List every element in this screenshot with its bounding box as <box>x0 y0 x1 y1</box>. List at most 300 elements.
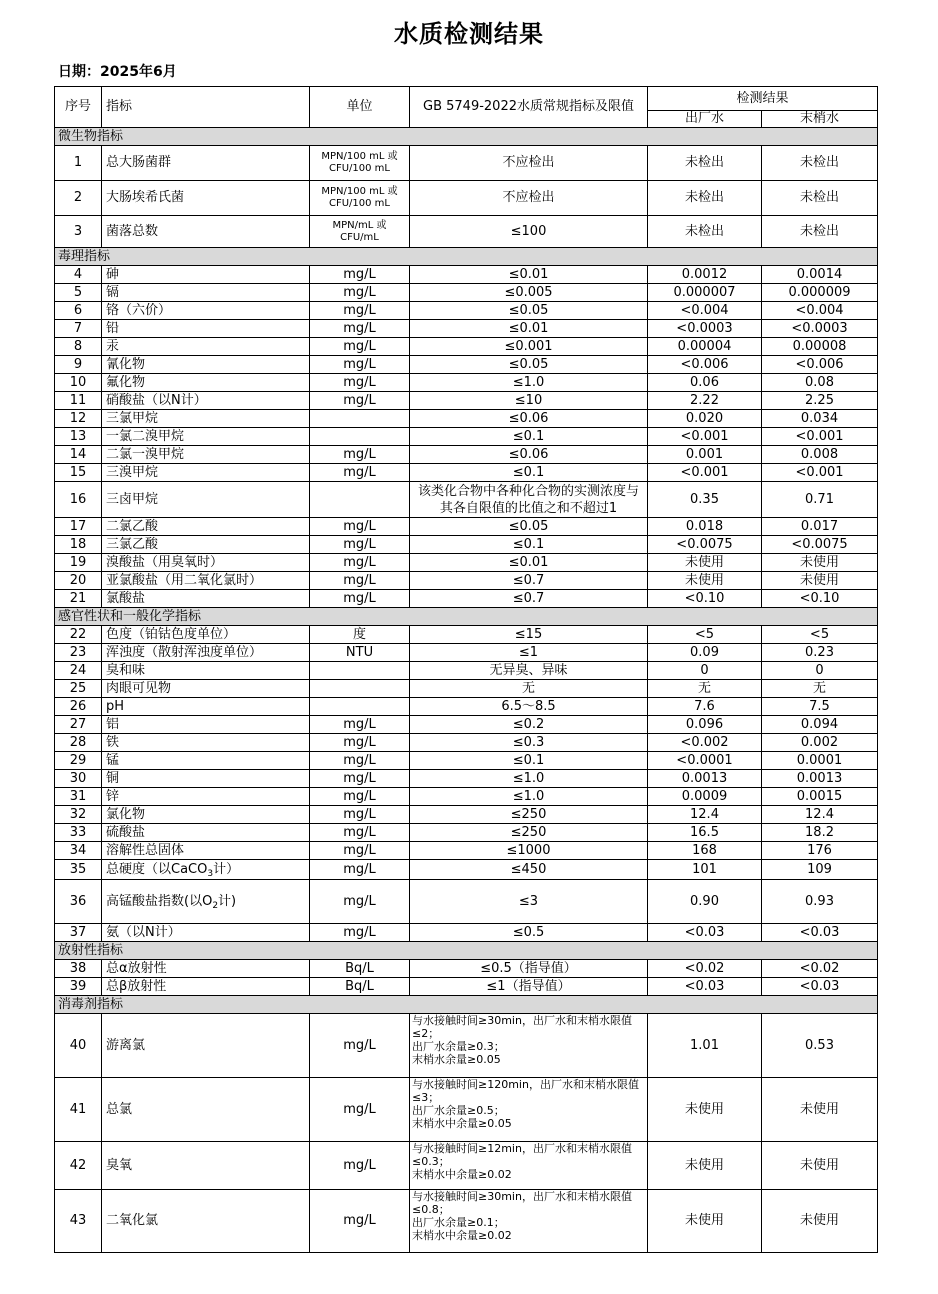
outlet-result: 0.000007 <box>648 284 762 302</box>
table-row <box>55 680 878 698</box>
limit-value: ≤0.05 <box>410 356 648 374</box>
table-row <box>55 216 878 248</box>
outlet-result: 未检出 <box>648 216 762 248</box>
limit-line: 末梢水中余量≥0.05 <box>412 1117 512 1130</box>
unit: mg/L <box>310 572 410 590</box>
table-row <box>55 482 878 518</box>
row-number: 21 <box>55 590 102 608</box>
limit-value <box>410 1190 648 1253</box>
indicator-name: 大肠埃希氏菌 <box>102 181 310 216</box>
row-number: 9 <box>55 356 102 374</box>
outlet-result: 0.06 <box>648 374 762 392</box>
table-row <box>55 626 878 644</box>
indicator-name: 硫酸盐 <box>102 824 310 842</box>
tap-result: 176 <box>762 842 878 860</box>
unit: mg/L <box>310 266 410 284</box>
unit: mg/L <box>310 806 410 824</box>
limit-value: ≤0.01 <box>410 266 648 284</box>
indicator-name: 汞 <box>102 338 310 356</box>
outlet-result: 未使用 <box>648 1190 762 1253</box>
limit-value: ≤1 <box>410 644 648 662</box>
indicator-name: 三氯甲烷 <box>102 410 310 428</box>
limit-line: 出厂水余量≥0.5； <box>412 1104 505 1117</box>
row-number: 19 <box>55 554 102 572</box>
outlet-result: <0.0001 <box>648 752 762 770</box>
indicator-name: 肉眼可见物 <box>102 680 310 698</box>
unit: MPN/100 mL 或 CFU/100 mL <box>310 146 410 181</box>
limit-value: ≤0.2 <box>410 716 648 734</box>
tap-result: 未使用 <box>762 1142 878 1190</box>
row-number: 27 <box>55 716 102 734</box>
limit-value: ≤0.7 <box>410 572 648 590</box>
unit: mg/L <box>310 302 410 320</box>
row-number: 16 <box>55 482 102 518</box>
tap-result: 2.25 <box>762 392 878 410</box>
limit-value: 6.5～8.5 <box>410 698 648 716</box>
tap-result: 未检出 <box>762 181 878 216</box>
row-number: 11 <box>55 392 102 410</box>
tap-result: 0.0001 <box>762 752 878 770</box>
row-number: 30 <box>55 770 102 788</box>
tap-result: 0.002 <box>762 734 878 752</box>
outlet-result: <0.0075 <box>648 536 762 554</box>
header-no: 序号 <box>55 87 102 128</box>
limit-line: 与水接触时间≥12min，出厂水和末梢水限值≤0.3； <box>412 1142 632 1168</box>
row-number: 32 <box>55 806 102 824</box>
row-number: 1 <box>55 146 102 181</box>
row-number: 25 <box>55 680 102 698</box>
unit <box>310 680 410 698</box>
table-row <box>55 924 878 942</box>
unit: mg/L <box>310 752 410 770</box>
indicator-name: 总氯 <box>102 1078 310 1142</box>
tap-result: 0.0013 <box>762 770 878 788</box>
table-row <box>55 374 878 392</box>
report-date: 日期：2025年6月 <box>58 64 177 80</box>
indicator-name: 色度（铂钴色度单位） <box>102 626 310 644</box>
header-indicator: 指标 <box>102 87 310 128</box>
row-number: 41 <box>55 1078 102 1142</box>
indicator-name: 总α放射性 <box>102 960 310 978</box>
table-row <box>55 266 878 284</box>
table-row <box>55 824 878 842</box>
table-row <box>55 842 878 860</box>
row-number: 33 <box>55 824 102 842</box>
limit-line: 出厂水余量≥0.3； <box>412 1040 505 1053</box>
outlet-result: 0.35 <box>648 482 762 518</box>
indicator-name: 菌落总数 <box>102 216 310 248</box>
row-number: 39 <box>55 978 102 996</box>
indicator-name: 二氧化氯 <box>102 1190 310 1253</box>
table-row <box>55 518 878 536</box>
outlet-result: 0.0009 <box>648 788 762 806</box>
indicator-name: 二氯乙酸 <box>102 518 310 536</box>
tap-result: 0.23 <box>762 644 878 662</box>
row-number: 4 <box>55 266 102 284</box>
tap-result: <0.0003 <box>762 320 878 338</box>
header-tap: 末梢水 <box>762 111 878 128</box>
row-number: 28 <box>55 734 102 752</box>
row-number: 6 <box>55 302 102 320</box>
tap-result: 0.71 <box>762 482 878 518</box>
limit-value: ≤100 <box>410 216 648 248</box>
indicator-name-subscript: 3 <box>207 868 214 879</box>
row-number: 10 <box>55 374 102 392</box>
indicator-name: 臭氧 <box>102 1142 310 1190</box>
indicator-name: 一氯二溴甲烷 <box>102 428 310 446</box>
outlet-result: <0.03 <box>648 978 762 996</box>
unit: mg/L <box>310 880 410 924</box>
row-number: 8 <box>55 338 102 356</box>
table-row <box>55 284 878 302</box>
outlet-result: <0.002 <box>648 734 762 752</box>
limit-line: 与水接触时间≥120min，出厂水和末梢水限值≤3； <box>412 1078 639 1104</box>
limit-line: 末梢水中余量≥0.02 <box>412 1168 512 1181</box>
limit-value <box>410 1078 648 1142</box>
indicator-name: 亚氯酸盐（用二氧化氯时） <box>102 572 310 590</box>
tap-result: 未检出 <box>762 216 878 248</box>
limit-value: ≤0.005 <box>410 284 648 302</box>
row-number: 14 <box>55 446 102 464</box>
outlet-result: 0.00004 <box>648 338 762 356</box>
row-number: 2 <box>55 181 102 216</box>
limit-value <box>410 1142 648 1190</box>
limit-value: ≤1.0 <box>410 770 648 788</box>
table-row <box>55 1014 878 1078</box>
limit-value: ≤250 <box>410 824 648 842</box>
limit-value: ≤0.01 <box>410 320 648 338</box>
tap-result: 0.094 <box>762 716 878 734</box>
tap-result: <0.0075 <box>762 536 878 554</box>
row-number: 36 <box>55 880 102 924</box>
row-number: 23 <box>55 644 102 662</box>
tap-result: 0.000009 <box>762 284 878 302</box>
indicator-name-subscript: 2 <box>212 900 219 911</box>
indicator-name: 铅 <box>102 320 310 338</box>
limit-value: 该类化合物中各种化合物的实测浓度与其各自限值的比值之和不超过1 <box>410 482 648 518</box>
outlet-result: 168 <box>648 842 762 860</box>
limit-value: ≤0.1 <box>410 752 648 770</box>
indicator-name: 臭和味 <box>102 662 310 680</box>
tap-result: 18.2 <box>762 824 878 842</box>
table-row <box>55 770 878 788</box>
limit-value: ≤0.05 <box>410 302 648 320</box>
indicator-name: 铜 <box>102 770 310 788</box>
limit-value: ≤0.1 <box>410 428 648 446</box>
limit-line: 与水接触时间≥30min，出厂水和末梢水限值≤0.8； <box>412 1190 632 1216</box>
indicator-name: 总大肠菌群 <box>102 146 310 181</box>
row-number: 26 <box>55 698 102 716</box>
tap-result: 0.00008 <box>762 338 878 356</box>
tap-result: <0.001 <box>762 464 878 482</box>
tap-result: 未检出 <box>762 146 878 181</box>
outlet-result: 未使用 <box>648 572 762 590</box>
tap-result: <0.03 <box>762 978 878 996</box>
indicator-name: 镉 <box>102 284 310 302</box>
tap-result: <0.006 <box>762 356 878 374</box>
unit: mg/L <box>310 356 410 374</box>
row-number: 31 <box>55 788 102 806</box>
unit: mg/L <box>310 320 410 338</box>
unit: mg/L <box>310 1190 410 1253</box>
limit-value: ≤1.0 <box>410 374 648 392</box>
limit-value <box>410 1014 648 1078</box>
table-row <box>55 302 878 320</box>
indicator-name: 锰 <box>102 752 310 770</box>
row-number: 7 <box>55 320 102 338</box>
table-row <box>55 960 878 978</box>
indicator-name-part: 计) <box>218 893 237 909</box>
row-number: 22 <box>55 626 102 644</box>
outlet-result: 0.09 <box>648 644 762 662</box>
limit-value: ≤0.1 <box>410 536 648 554</box>
unit: mg/L <box>310 374 410 392</box>
limit-value: ≤0.001 <box>410 338 648 356</box>
tap-result: 0.0015 <box>762 788 878 806</box>
outlet-result: <0.001 <box>648 428 762 446</box>
indicator-name: 二氯一溴甲烷 <box>102 446 310 464</box>
tap-result: 0.034 <box>762 410 878 428</box>
limit-value: ≤0.5（指导值） <box>410 960 648 978</box>
unit: MPN/100 mL 或 CFU/100 mL <box>310 181 410 216</box>
unit: mg/L <box>310 860 410 880</box>
section-title: 消毒剂指标 <box>55 996 878 1014</box>
table-row <box>55 146 878 181</box>
outlet-result: 0.0013 <box>648 770 762 788</box>
limit-value: 不应检出 <box>410 146 648 181</box>
header-outlet: 出厂水 <box>648 111 762 128</box>
indicator-name: 铬（六价） <box>102 302 310 320</box>
water-quality-table <box>54 86 878 1253</box>
section-header <box>55 942 878 960</box>
table-row <box>55 644 878 662</box>
tap-result: 0.008 <box>762 446 878 464</box>
limit-value: ≤15 <box>410 626 648 644</box>
unit <box>310 428 410 446</box>
row-number: 35 <box>55 860 102 880</box>
indicator-name: 硝酸盐（以N计） <box>102 392 310 410</box>
limit-line: 出厂水余量≥0.1； <box>412 1216 505 1229</box>
tap-result: 0.08 <box>762 374 878 392</box>
limit-value: 无 <box>410 680 648 698</box>
unit: mg/L <box>310 716 410 734</box>
indicator-name: 氨（以N计） <box>102 924 310 942</box>
row-number: 3 <box>55 216 102 248</box>
outlet-result: 未使用 <box>648 554 762 572</box>
tap-result: <0.10 <box>762 590 878 608</box>
unit: mg/L <box>310 518 410 536</box>
indicator-name: 砷 <box>102 266 310 284</box>
section-header <box>55 128 878 146</box>
limit-value: 不应检出 <box>410 181 648 216</box>
unit: mg/L <box>310 554 410 572</box>
outlet-result: 0.096 <box>648 716 762 734</box>
tap-result: 未使用 <box>762 554 878 572</box>
table-row <box>55 662 878 680</box>
tap-result: <5 <box>762 626 878 644</box>
tap-result: 7.5 <box>762 698 878 716</box>
outlet-result: <0.001 <box>648 464 762 482</box>
unit: mg/L <box>310 446 410 464</box>
table-row <box>55 392 878 410</box>
unit: mg/L <box>310 1078 410 1142</box>
table-row <box>55 806 878 824</box>
row-number: 12 <box>55 410 102 428</box>
outlet-result: 0.0012 <box>648 266 762 284</box>
row-number: 18 <box>55 536 102 554</box>
outlet-result: <5 <box>648 626 762 644</box>
tap-result: <0.001 <box>762 428 878 446</box>
tap-result: 未使用 <box>762 572 878 590</box>
outlet-result: 101 <box>648 860 762 880</box>
header-unit: 单位 <box>310 87 410 128</box>
table-row <box>55 978 878 996</box>
outlet-result: 0 <box>648 662 762 680</box>
table-row <box>55 356 878 374</box>
unit <box>310 662 410 680</box>
table-row <box>55 788 878 806</box>
outlet-result: 2.22 <box>648 392 762 410</box>
limit-line: 末梢水余量≥0.05 <box>412 1053 501 1066</box>
unit <box>310 410 410 428</box>
table-row <box>55 554 878 572</box>
row-number: 24 <box>55 662 102 680</box>
page-title: 水质检测结果 <box>394 20 544 48</box>
limit-value: ≤0.01 <box>410 554 648 572</box>
limit-value: ≤0.06 <box>410 410 648 428</box>
table-row <box>55 181 878 216</box>
header-standard: GB 5749-2022水质常规指标及限值 <box>410 87 648 128</box>
table-row <box>55 860 878 880</box>
indicator-name <box>102 880 310 924</box>
section-title: 感官性状和一般化学指标 <box>55 608 878 626</box>
outlet-result: 12.4 <box>648 806 762 824</box>
section-header <box>55 996 878 1014</box>
unit: mg/L <box>310 392 410 410</box>
tap-result: 0 <box>762 662 878 680</box>
indicator-name: 三溴甲烷 <box>102 464 310 482</box>
row-number: 5 <box>55 284 102 302</box>
outlet-result: 未使用 <box>648 1078 762 1142</box>
unit: mg/L <box>310 464 410 482</box>
limit-value: ≤3 <box>410 880 648 924</box>
unit: mg/L <box>310 1014 410 1078</box>
section-header <box>55 248 878 266</box>
unit: 度 <box>310 626 410 644</box>
row-number: 13 <box>55 428 102 446</box>
section-title: 放射性指标 <box>55 942 878 960</box>
outlet-result: 0.020 <box>648 410 762 428</box>
row-number: 34 <box>55 842 102 860</box>
row-number: 38 <box>55 960 102 978</box>
outlet-result: 1.01 <box>648 1014 762 1078</box>
unit: mg/L <box>310 1142 410 1190</box>
outlet-result: <0.0003 <box>648 320 762 338</box>
table-row <box>55 320 878 338</box>
row-number: 42 <box>55 1142 102 1190</box>
row-number: 43 <box>55 1190 102 1253</box>
indicator-name-part: 高锰酸盐指数(以O <box>106 893 213 909</box>
outlet-result: <0.004 <box>648 302 762 320</box>
indicator-name: 铝 <box>102 716 310 734</box>
tap-result: <0.004 <box>762 302 878 320</box>
outlet-result: 0.001 <box>648 446 762 464</box>
indicator-name-part: 总硬度（以CaCO <box>106 861 208 877</box>
outlet-result: 无 <box>648 680 762 698</box>
row-number: 15 <box>55 464 102 482</box>
table-row <box>55 698 878 716</box>
row-number: 40 <box>55 1014 102 1078</box>
unit: mg/L <box>310 770 410 788</box>
table-row <box>55 590 878 608</box>
limit-value: ≤0.5 <box>410 924 648 942</box>
limit-value: ≤1（指导值） <box>410 978 648 996</box>
tap-result: 未使用 <box>762 1078 878 1142</box>
row-number: 20 <box>55 572 102 590</box>
tap-result: 0.93 <box>762 880 878 924</box>
unit: mg/L <box>310 338 410 356</box>
indicator-name <box>102 860 310 880</box>
table-row <box>55 752 878 770</box>
section-header <box>55 608 878 626</box>
header-result: 检测结果 <box>648 87 878 111</box>
table-row <box>55 464 878 482</box>
indicator-name: 溴酸盐（用臭氧时） <box>102 554 310 572</box>
row-number: 17 <box>55 518 102 536</box>
unit: mg/L <box>310 924 410 942</box>
unit: Bq/L <box>310 960 410 978</box>
outlet-result: <0.03 <box>648 924 762 942</box>
limit-line: 与水接触时间≥30min，出厂水和末梢水限值≤2； <box>412 1014 632 1040</box>
indicator-name: 氟化物 <box>102 374 310 392</box>
limit-line: 末梢水中余量≥0.02 <box>412 1229 512 1242</box>
unit: mg/L <box>310 842 410 860</box>
table-row <box>55 410 878 428</box>
unit: mg/L <box>310 536 410 554</box>
table-row <box>55 1190 878 1253</box>
tap-result: 未使用 <box>762 1190 878 1253</box>
indicator-name: 三卤甲烷 <box>102 482 310 518</box>
table-row <box>55 536 878 554</box>
outlet-result: <0.10 <box>648 590 762 608</box>
unit: NTU <box>310 644 410 662</box>
indicator-name: 锌 <box>102 788 310 806</box>
tap-result: 12.4 <box>762 806 878 824</box>
limit-value: ≤0.1 <box>410 464 648 482</box>
table-row <box>55 1142 878 1190</box>
row-number: 29 <box>55 752 102 770</box>
unit: mg/L <box>310 590 410 608</box>
indicator-name: pH <box>102 698 310 716</box>
indicator-name: 氯酸盐 <box>102 590 310 608</box>
outlet-result: 7.6 <box>648 698 762 716</box>
outlet-result: <0.006 <box>648 356 762 374</box>
table-row <box>55 880 878 924</box>
unit <box>310 482 410 518</box>
unit: mg/L <box>310 734 410 752</box>
tap-result: 0.53 <box>762 1014 878 1078</box>
tap-result: 无 <box>762 680 878 698</box>
table-row <box>55 572 878 590</box>
indicator-name: 氯化物 <box>102 806 310 824</box>
outlet-result: 0.90 <box>648 880 762 924</box>
outlet-result: 未使用 <box>648 1142 762 1190</box>
limit-value: ≤0.3 <box>410 734 648 752</box>
outlet-result: <0.02 <box>648 960 762 978</box>
outlet-result: 0.018 <box>648 518 762 536</box>
unit: mg/L <box>310 824 410 842</box>
unit: mg/L <box>310 788 410 806</box>
